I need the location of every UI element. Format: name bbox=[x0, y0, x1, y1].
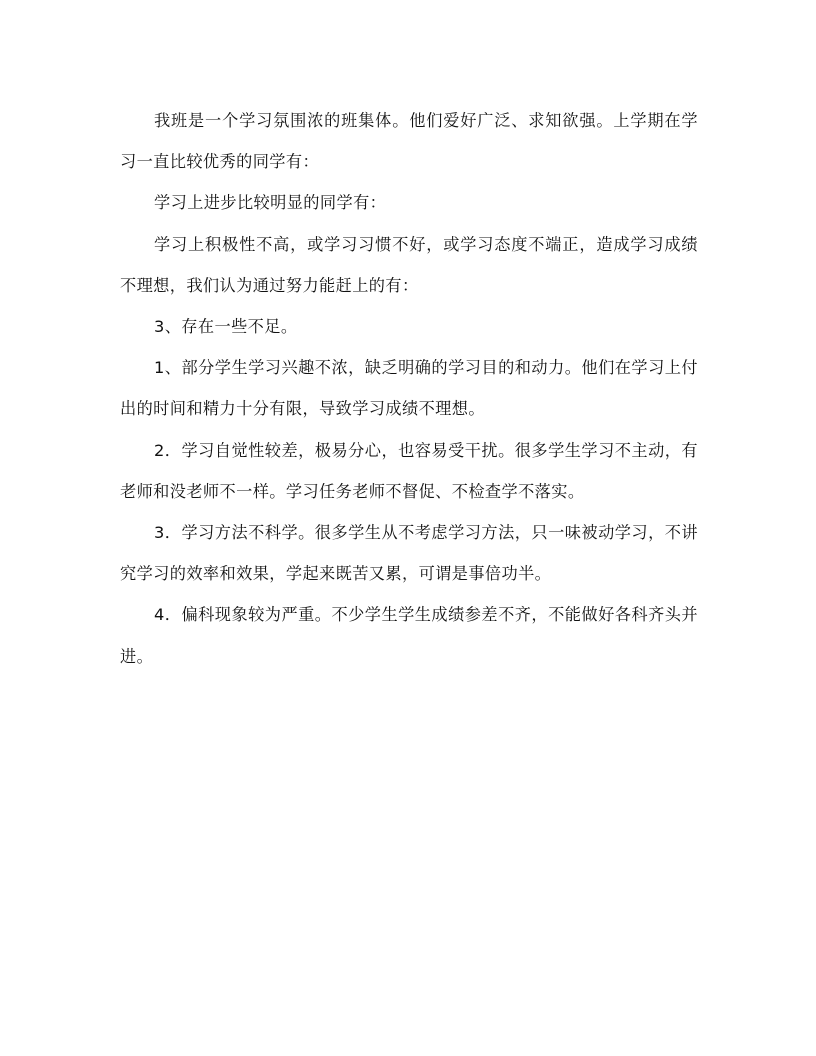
paragraph-point-2: 2．学习自觉性较差，极易分心，也容易受干扰。很多学生学习不主动，有老师和没老师不一样。学习任务老师不督促、不检查学不落实。 bbox=[120, 440, 698, 501]
paragraph-low-motivation: 学习上积极性不高，或学习习惯不好，或学习态度不端正，造成学习成绩不理想，我们认为通过努力能赶上的有： bbox=[120, 234, 698, 295]
paragraph-point-1: 1、部分学生学习兴趣不浓，缺乏明确的学习目的和动力。他们在学习上付出的时间和精力十分有限，导致学习成绩不理想。 bbox=[120, 358, 698, 419]
paragraph-progress: 学习上进步比较明显的同学有： bbox=[154, 193, 387, 213]
paragraph-section-3: 3、存在一些不足。 bbox=[154, 317, 298, 337]
paragraph-point-4: 4．偏科现象较为严重。不少学生学生成绩参差不齐，不能做好各科齐头并进。 bbox=[120, 605, 698, 666]
paragraph-point-3: 3．学习方法不科学。很多学生从不考虑学习方法，只一味被动学习，不讲究学习的效率和效果，学起来既苦又累，可谓是事倍功半。 bbox=[120, 523, 698, 584]
document-body bbox=[120, 100, 698, 677]
paragraph-intro: 我班是一个学习氛围浓的班集体。他们爱好广泛、求知欲强。上学期在学习一直比较优秀的同学有： bbox=[120, 111, 698, 172]
